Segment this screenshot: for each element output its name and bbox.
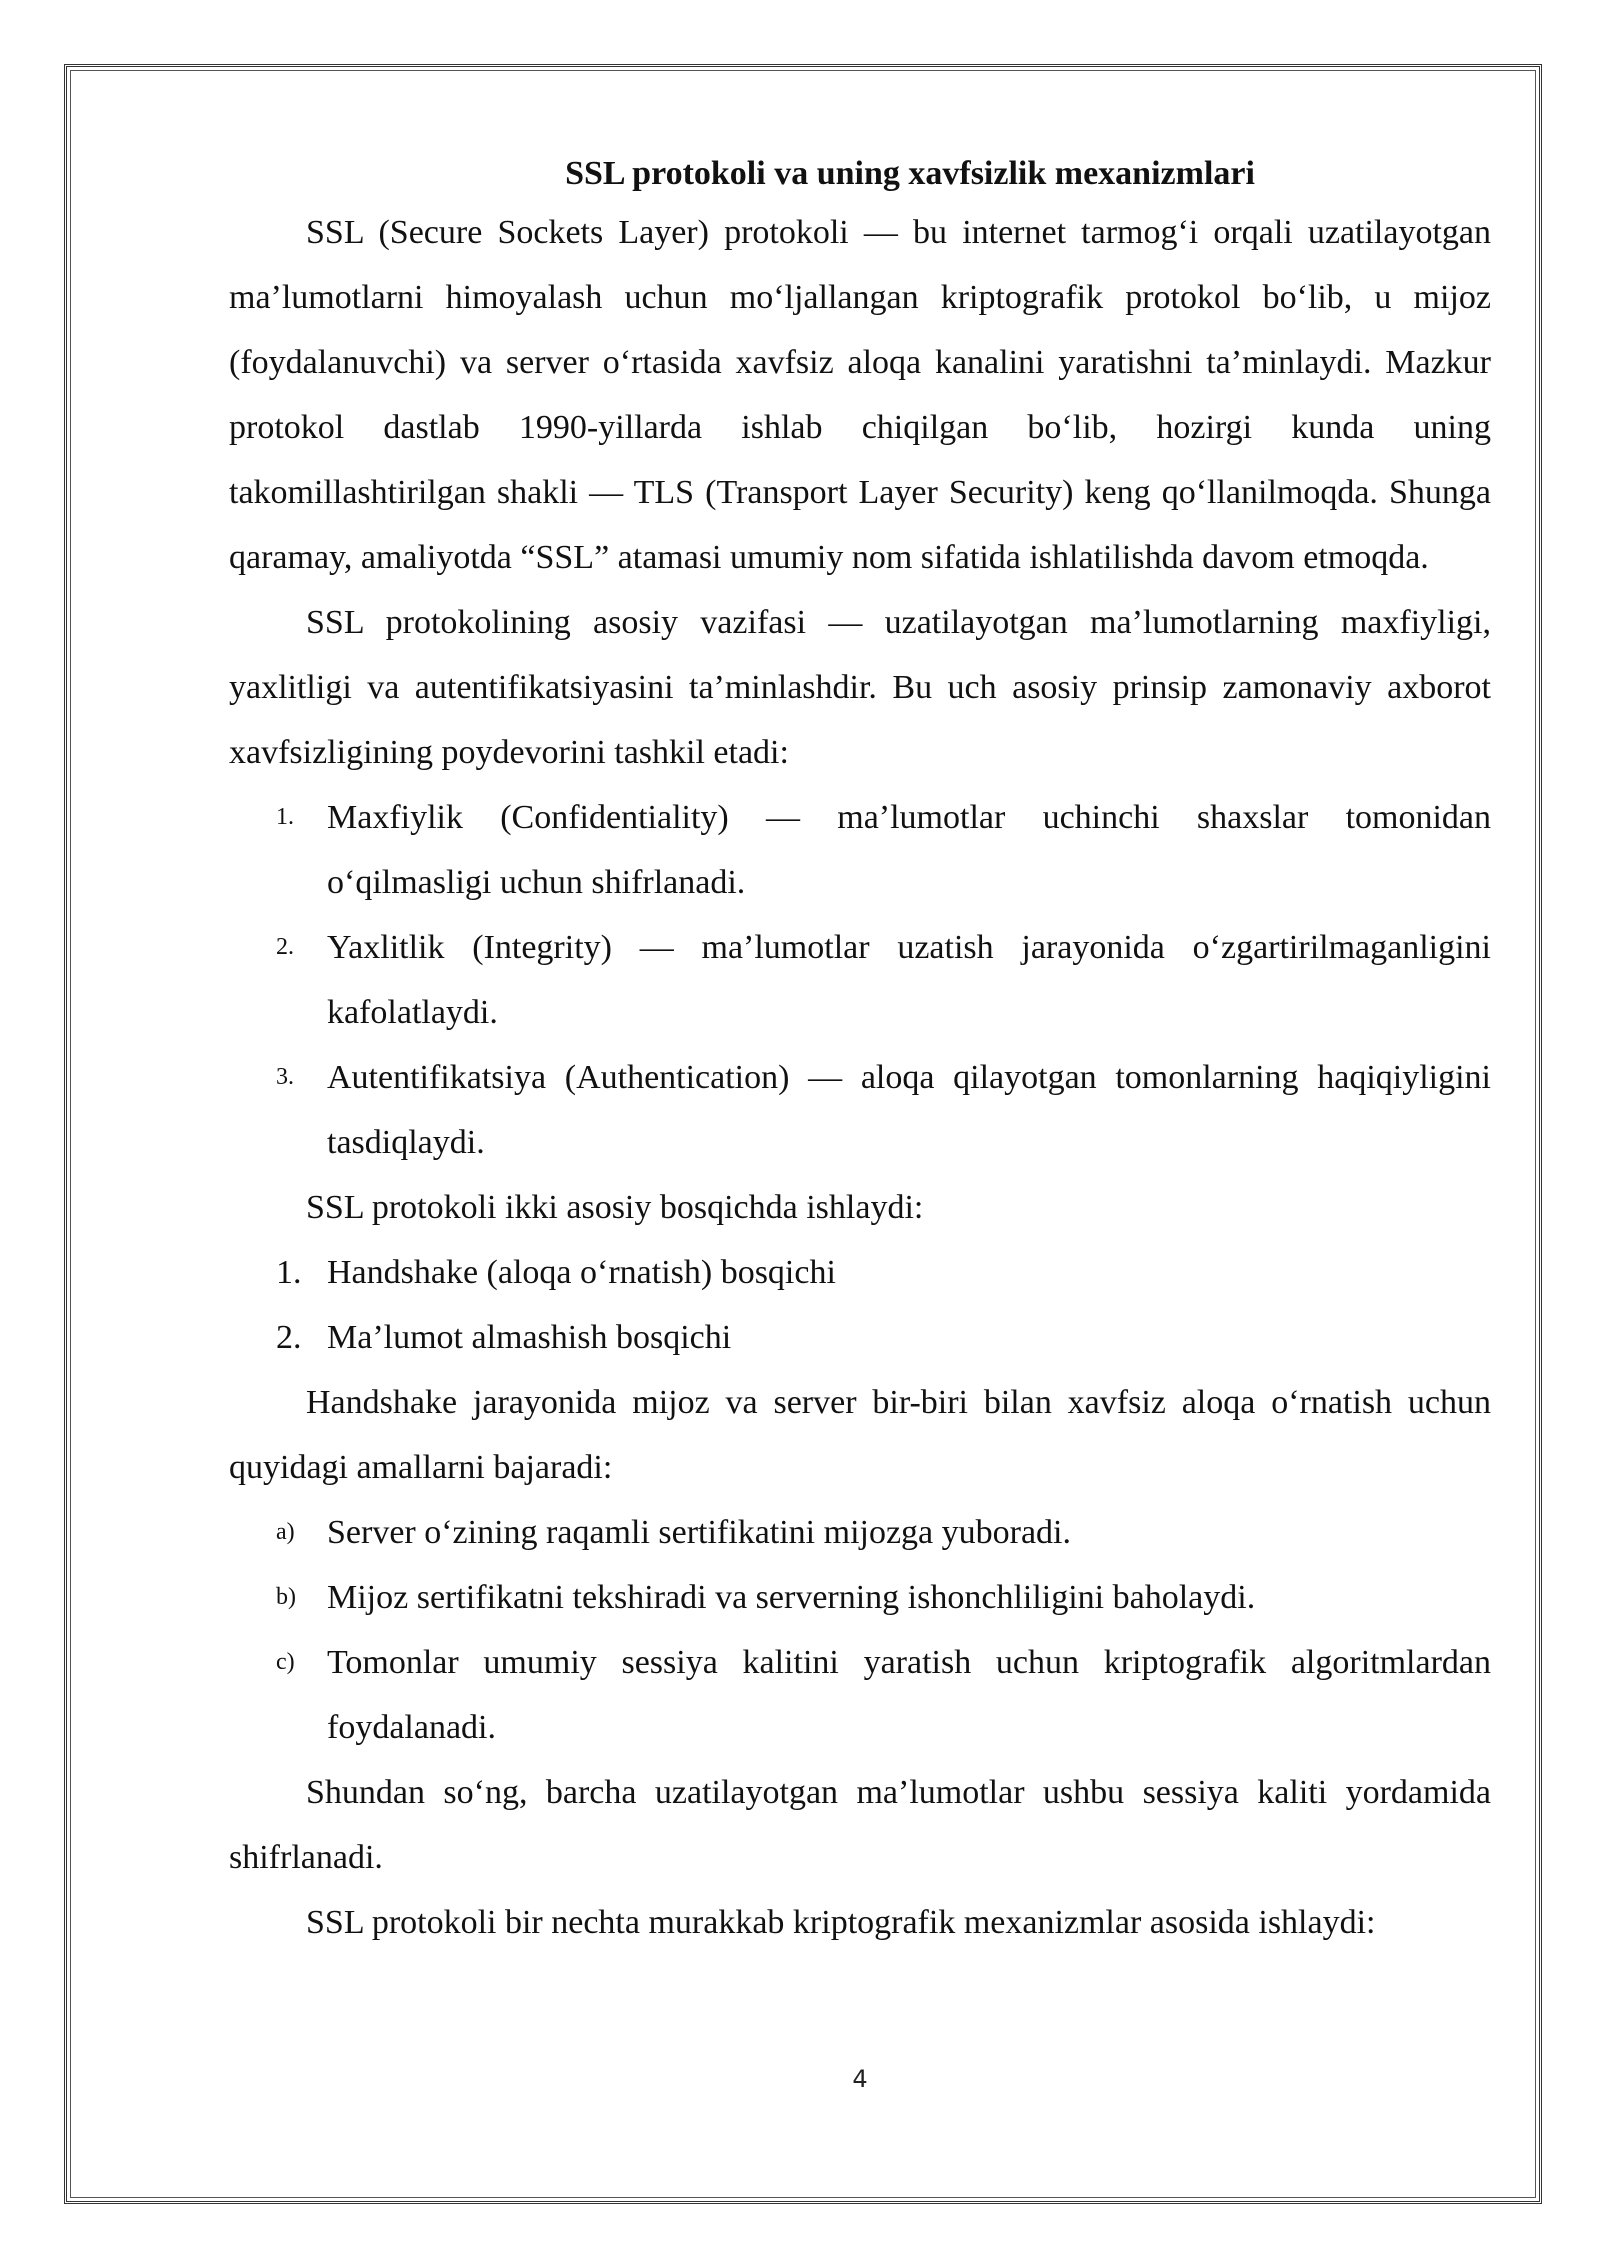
list-marker: 1. [276, 804, 294, 830]
list-marker: a) [276, 1519, 295, 1545]
list-item [229, 1565, 1491, 1630]
list-item [229, 1305, 1491, 1370]
list-item-text: Handshake (aloqa o‘rnatish) bosqichi [327, 1254, 836, 1291]
stages-intro: SSL protokoli ikki asosiy bosqichda ishlaydi: [306, 1189, 924, 1226]
document-title: SSL protokoli va uning xavfsizlik mexanizmlari [565, 155, 1255, 192]
list-item-text: Maxfiylik (Confidentiality) — ma’lumotlar uchinchi shaxslar tomonidan o‘qilmasligi uchun shifrlanadi. [327, 799, 1491, 901]
document-body [229, 148, 1491, 1955]
list-item [229, 1500, 1491, 1565]
after-handshake-paragraph: Shundan so‘ng, barcha uzatilayotgan ma’lumotlar ushbu sessiya kaliti yordamida shifrlanadi. [229, 1774, 1491, 1876]
principles-list [229, 785, 1491, 1175]
list-item-text: Yaxlitlik (Integrity) — ma’lumotlar uzatish jarayonida o‘zgartirilmaganligini kafolatlaydi. [327, 929, 1491, 1031]
list-marker: 2. [276, 1319, 302, 1356]
list-item-text: Mijoz sertifikatni tekshiradi va serverning ishonchliligini baholaydi. [327, 1579, 1256, 1616]
list-marker: 3. [276, 1064, 294, 1090]
intro-paragraph-2: SSL protokolining asosiy vazifasi — uzatilayotgan ma’lumotlarning maxfiyligi, yaxlitligi va autentifikatsiyasini ta’minlashdir. Bu uch asosiy prinsip zamonaviy axborot xavfsizligining poydevorini tashkil etadi: [229, 604, 1491, 771]
page-number: 4 [852, 2065, 868, 2093]
list-marker: 1. [276, 1254, 302, 1291]
stages-list [229, 1240, 1491, 1370]
list-item [229, 1240, 1491, 1305]
list-item-text: Autentifikatsiya (Authentication) — aloqa qilayotgan tomonlarning haqiqiyligini tasdiqlaydi. [327, 1059, 1491, 1161]
list-item [229, 915, 1491, 1045]
handshake-steps-list [229, 1500, 1491, 1760]
list-marker: 2. [276, 934, 294, 960]
mechanisms-intro: SSL protokoli bir nechta murakkab kriptografik mexanizmlar asosida ishlaydi: [306, 1904, 1376, 1941]
list-item [229, 785, 1491, 915]
list-marker: b) [276, 1584, 296, 1610]
handshake-intro: Handshake jarayonida mijoz va server bir-biri bilan xavfsiz aloqa o‘rnatish uchun quyidagi amallarni bajaradi: [229, 1384, 1491, 1486]
list-item-text: Tomonlar umumiy sessiya kalitini yaratish uchun kriptografik algoritmlardan foydalanadi. [327, 1644, 1491, 1746]
list-marker: c) [276, 1649, 295, 1675]
intro-paragraph-1: SSL (Secure Sockets Layer) protokoli — bu internet tarmog‘i orqali uzatilayotgan ma’lumotlarni himoyalash uchun mo‘ljallangan kriptografik protokol bo‘lib, u mijoz (foydalanuvchi) va server o‘rtasida xavfsiz aloqa kanalini yaratishni ta’minlaydi. Mazkur protokol dastlab 1990-yillarda ishlab chiqilgan bo‘lib, hozirgi kunda uning takomillashtirilgan shakli — TLS (Transport Layer Security) keng qo‘llanilmoqda. Shunga qaramay, amaliyotda “SSL” atamasi umumiy nom sifatida ishlatilishda davom etmoqda. [229, 214, 1491, 576]
list-item-text: Server o‘zining raqamli sertifikatini mijozga yuboradi. [327, 1514, 1071, 1551]
list-item [229, 1045, 1491, 1175]
list-item [229, 1630, 1491, 1760]
list-item-text: Ma’lumot almashish bosqichi [327, 1319, 732, 1356]
